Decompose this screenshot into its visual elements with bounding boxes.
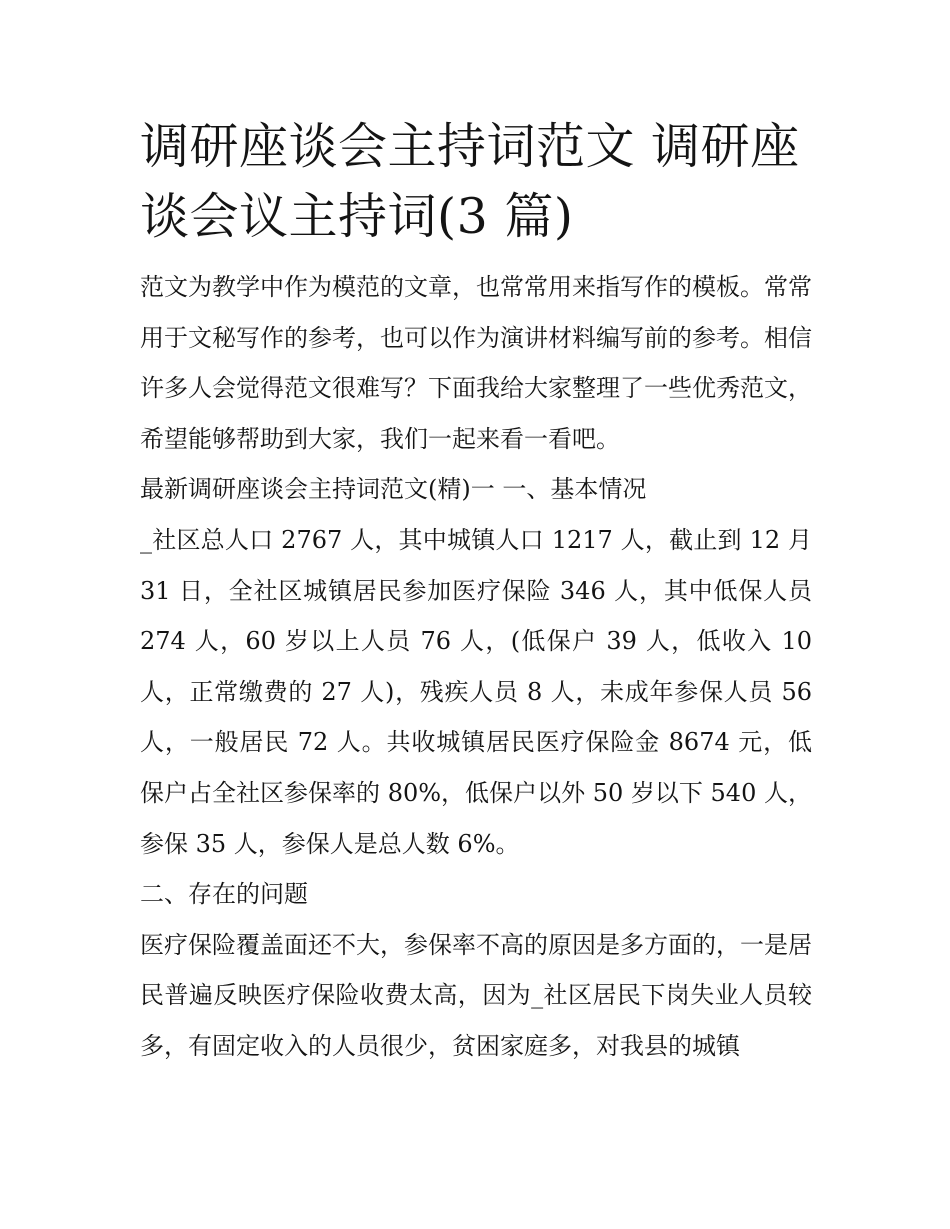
problems-paragraph: 医疗保险覆盖面还不大，参保率不高的原因是多方面的，一是居民普遍反映医疗保险收费太高，因为_社区居民下岗失业人员较多，有固定收入的人员很少，贫困家庭多，对我县的城镇: [140, 930, 812, 1060]
statistics-paragraph: _社区总人口 2767 人，其中城镇人口 1217 人，截止到 12 月 31 日，全社区城镇居民参加医疗保险 346 人，其中低保人员 274 人，60 岁以上人员 76 人，(低保户 39 人，低收入 10 人，正常缴费的 27 人)，残疾人员 8 人，未成年参保人员 56 人，一般居民 72 人。共收城镇居民医疗保险金 8674 元，低保户占全社区参保率的 80%，低保户以外 50 岁以下 540 人，参保 35 人，参保人是总人数 6%。: [140, 525, 812, 858]
intro-paragraph: 范文为教学中作为模范的文章，也常常用来指写作的模板。常常用于文秘写作的参考，也可以作为演讲材料编写前的参考。相信许多人会觉得范文很难写？下面我给大家整理了一些优秀范文，希望能够帮助到大家，我们一起来看一看吧。: [140, 273, 812, 453]
document-body: [140, 262, 812, 1072]
section-heading-basic-info: 最新调研座谈会主持词范文(精)一 一、基本情况: [140, 475, 647, 504]
document-page: [140, 112, 812, 1072]
document-title: 调研座谈会主持词范文 调研座谈会议主持词(3 篇): [140, 118, 800, 245]
section-heading-problems: 二、存在的问题: [140, 880, 308, 909]
